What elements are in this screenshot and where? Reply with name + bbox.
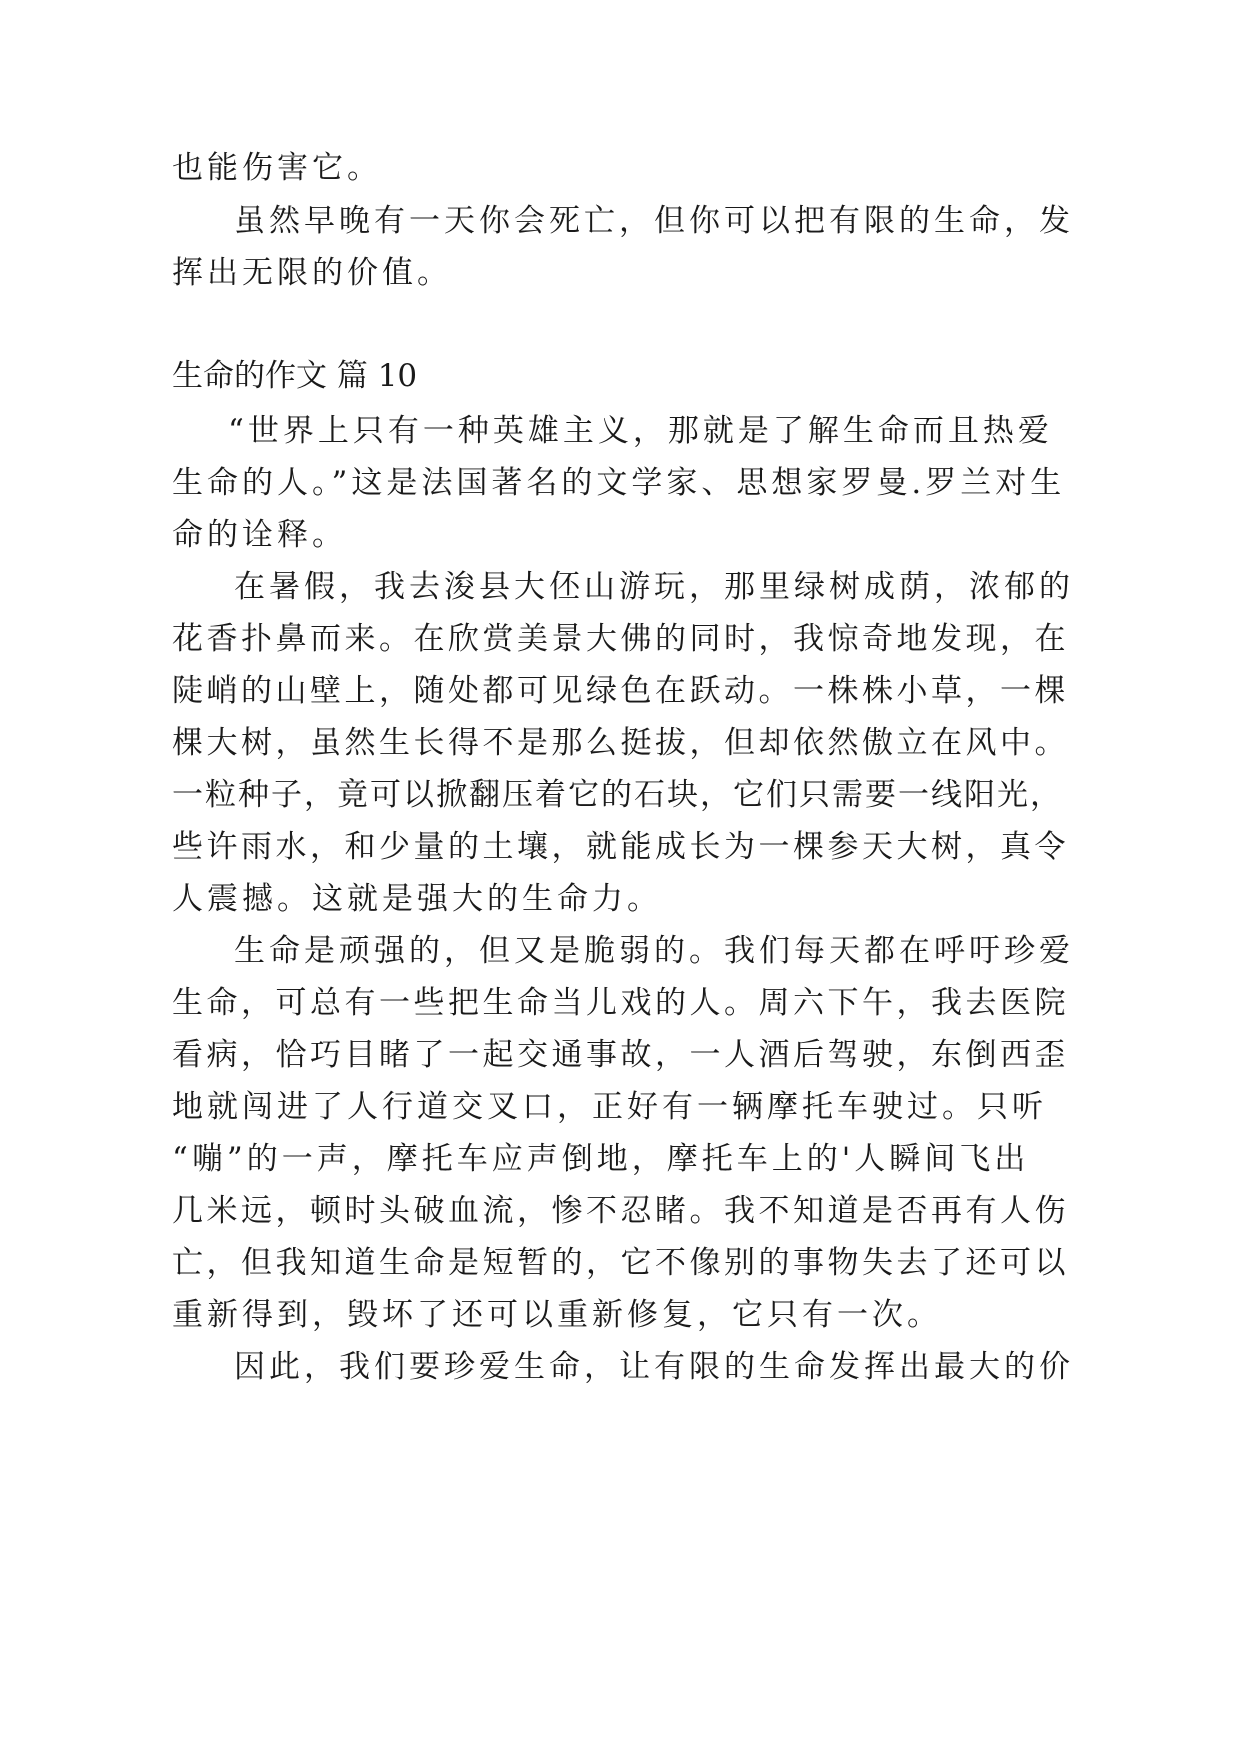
paragraph-text: 生命的人。”这是法国著名的文学家、思想家罗曼.罗兰对生 [172,465,1066,501]
paragraph-text: “世界上只有一种英雄主义，那就是了解生命而且热爱 [228,413,1053,449]
paragraph-text: 虽然早晚有一天你会死亡，但你可以把有限的生命，发 [234,203,1074,239]
paragraph-text: 看病，恰巧目睹了一起交通事故，一人酒后驾驶，东倒西歪 [172,1037,1069,1073]
paragraph-text: 一粒种子，竟可以掀翻压着它的石块，它们只需要一线阳光， [172,777,1063,813]
paragraph-text: 棵大树，虽然生长得不是那么挺拔，但却依然傲立在风中。 [172,725,1069,761]
paragraph-text: 生命是顽强的，但又是脆弱的。我们每天都在呼吁珍爱 [234,933,1074,969]
paragraph-text: 也能伤害它。 [172,150,382,186]
paragraph-text: 因此，我们要珍爱生命，让有限的生命发挥出最大的价 [234,1349,1074,1385]
paragraph-text: 挥出无限的价值。 [172,255,452,291]
paragraph-text: 人震撼。这就是强大的生命力。 [172,881,662,917]
section-heading: 生命的作文 篇 10 [172,358,418,394]
text-line [0,1334,1241,1400]
paragraph-text: 地就闯进了人行道交叉口，正好有一辆摩托车驶过。只听 [172,1089,1047,1125]
paragraph-text: 陡峭的山壁上，随处都可见绿色在跃动。一株株小草，一棵 [172,673,1069,709]
text-line [0,240,1241,306]
paragraph-text: 些许雨水，和少量的土壤，就能成长为一棵参天大树，真令 [172,829,1069,865]
paragraph-text: 在暑假，我去浚县大伾山游玩，那里绿树成荫，浓郁的 [234,569,1074,605]
paragraph-text: 命的诠释。 [172,517,347,553]
paragraph-text: 花香扑鼻而来。在欣赏美景大佛的同时，我惊奇地发现，在 [172,621,1069,657]
paragraph-text: 重新得到，毁坏了还可以重新修复，它只有一次。 [172,1297,942,1333]
paragraph-text: 生命，可总有一些把生命当儿戏的人。周六下午，我去医院 [172,985,1069,1021]
paragraph-text: 几米远，顿时头破血流，惨不忍睹。我不知道是否再有人伤 [172,1193,1069,1229]
paragraph-text: 亡，但我知道生命是短暂的，它不像别的事物失去了还可以 [172,1245,1069,1281]
paragraph-text: “嘣”的一声，摩托车应声倒地，摩托车上的'人瞬间飞出 [172,1141,1030,1177]
